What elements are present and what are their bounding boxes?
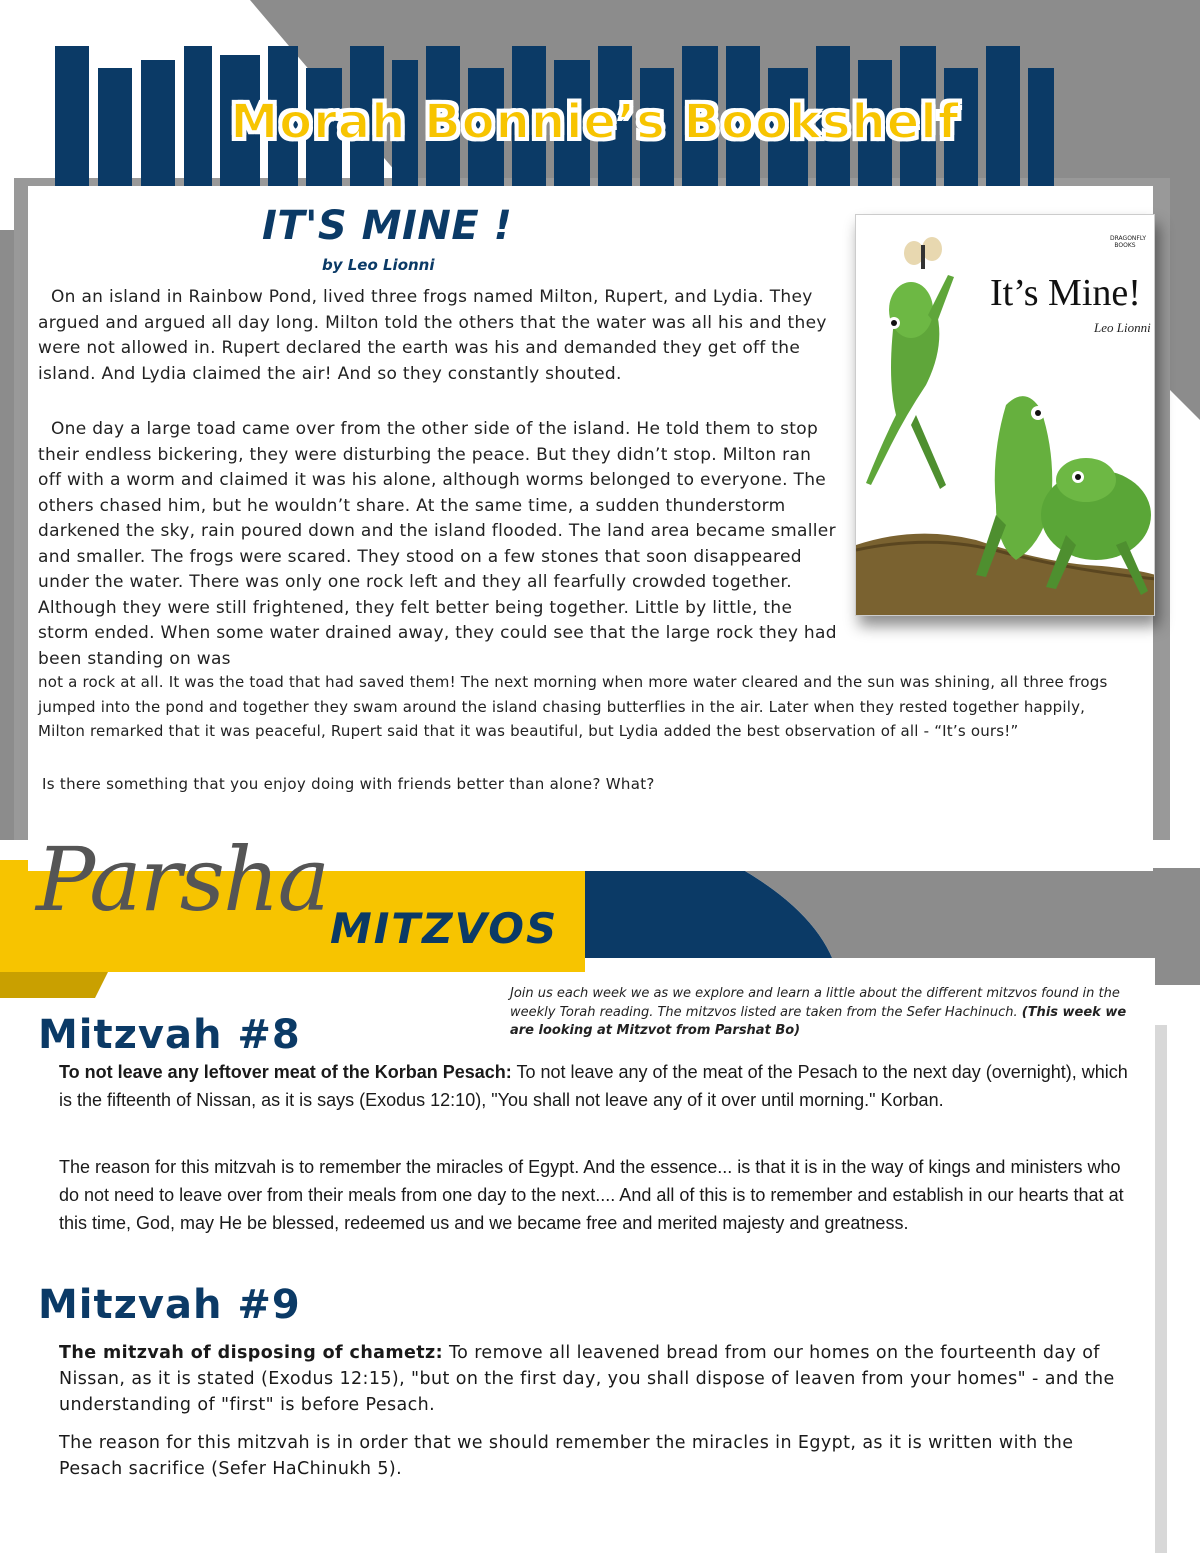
parsha-intro bbox=[510, 985, 1150, 1041]
book-cover-image bbox=[855, 214, 1155, 616]
mitzvah-8-reason: The reason for this mitzvah is to remember the miracles of Egypt. And the essence... is that it is in the way of kings and ministers who do not need to leave over from their meals from one day to the next.... And all of this is to remember and establish in our hearts that at this time, God, may He be blessed, redeemed us and we became free and merited majesty and greatness. bbox=[59, 1157, 1124, 1233]
mitzvah-9-reason: The reason for this mitzvah is in order that we should remember the miracles in Egypt, as it is written with the Pesach sacrifice (Sefer HaChinukh 5). bbox=[59, 1433, 1074, 1479]
parsha-yellow-fold bbox=[0, 972, 108, 998]
mitzvah-8-description bbox=[59, 1058, 1129, 1114]
story-paragraph: On an island in Rainbow Pond, lived three frogs named Milton, Rupert, and Lydia. They argued and argued all day long. Milton told the others that the water was all his and they were not allowed in. Rupert declared the earth was his and demanded they get off the island. And Lydia claimed the air! And so they constantly shouted. bbox=[38, 287, 827, 384]
intro-bold: (This week we are looking at Mitzvot from Parshat Bo) bbox=[510, 1004, 1127, 1038]
mitzvah-8-text: To not leave any of the meat of the Pesach to the next day (overnight), which is the fifteenth of Nissan, as it is says (Exodus 12:10), "You shall not leave any of it over until morning." Korban. bbox=[59, 1062, 1128, 1110]
cover-author: Leo Lionni bbox=[1094, 320, 1151, 335]
mitzvos-heading: MITZVOS bbox=[330, 904, 559, 953]
story-paragraph: One day a large toad came over from the other side of the island. He told them to stop their endless bickering, they were disturbing the peace. But they didn’t stop. Milton ran off with a worm and claimed it was his alone, although worms belonged to everyone. The others chased him, but he wouldn’t share. At the same time, a sudden thunderstorm darkened the sky, rain poured down and the island flooded. The land area became smaller and smaller. The frogs were scared. They stood on a few stones that soon disappeared under the water. There was only one rock left and they all fearfully crowded together. Although they were still frightened, they felt better being together. Little by little, the storm ended. When some water drained away, they could see that the large rock they had been standing on was bbox=[38, 419, 837, 669]
mitzvah-9-description bbox=[59, 1340, 1129, 1418]
intro-text: Join us each week we as we explore and learn a little about the different mitzvos found in the weekly Torah reading. The mitzvos listed are taken from the Sefer Hachinuch. bbox=[510, 986, 1120, 1020]
mitzvah-9-heading: Mitzvah #9 bbox=[38, 1282, 301, 1328]
mitzvah-8-heading: Mitzvah #8 bbox=[38, 1012, 301, 1058]
publisher-logo: DRAGONFLY BOOKS bbox=[1110, 235, 1147, 249]
discussion-question: Is there something that you enjoy doing with friends better than alone? What? bbox=[42, 775, 655, 793]
book-title: IT'S MINE ! bbox=[262, 203, 513, 249]
bookshelf-banner-title: Morah Bonnie’s Bookshelf bbox=[230, 94, 960, 150]
book-author: by Leo Lionni bbox=[322, 256, 435, 274]
parsha-heading: Parsha bbox=[36, 828, 329, 931]
cover-title: It’s Mine! bbox=[990, 272, 1141, 314]
mitzvah-9-text: To remove all leavened bread from our homes on the fourteenth day of Nissan, as it is stated (Exodus 12:15), "but on the first day, you shall dispose of leaven from your homes" - and the understanding of "first" is before Pesach. bbox=[59, 1343, 1115, 1415]
mitzvah-9-lead: The mitzvah of disposing of chametz: bbox=[59, 1343, 444, 1363]
mitzvos-panel-edge bbox=[1155, 1025, 1167, 1553]
mitzvah-8-lead: To not leave any leftover meat of the Korban Pesach: bbox=[59, 1062, 512, 1082]
story-paragraph: not a rock at all. It was the toad that had saved them! The next morning when more water cleared and the sun was shining, all three frogs jumped into the pond and together they swam around the island chasing butterflies in the air. Later when they rested together happily, Milton remarked that it was peaceful, Rupert said that it was beautiful, but Lydia added the best observation of all - “It’s ours!” bbox=[38, 673, 1108, 740]
